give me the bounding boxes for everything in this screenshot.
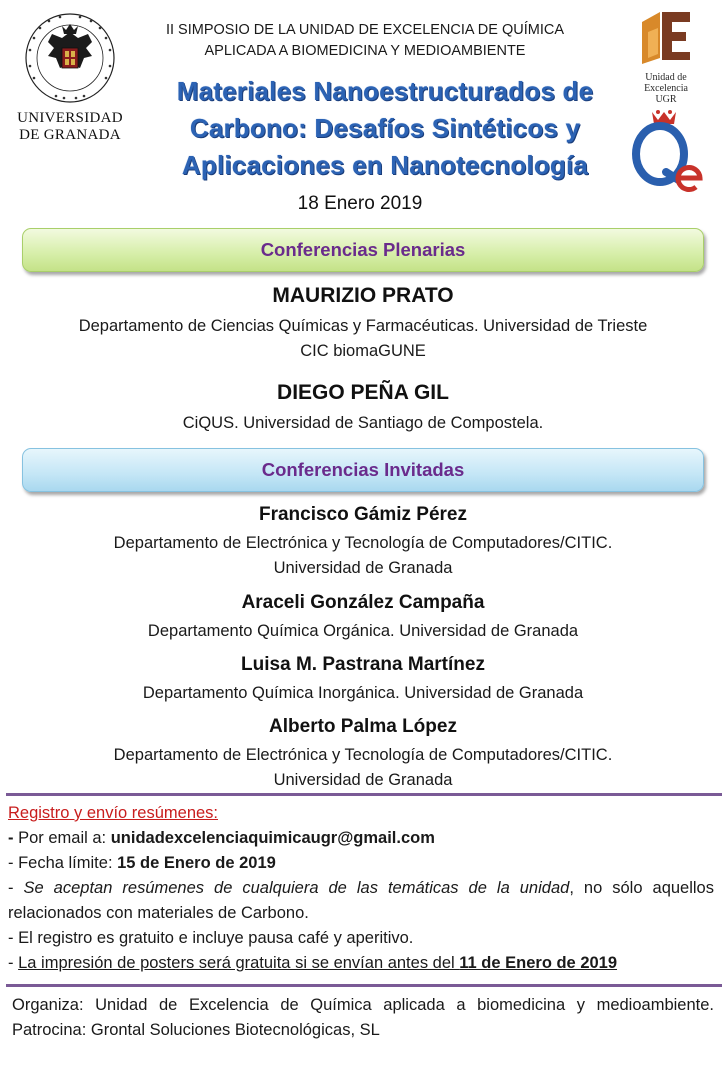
title-line1: Materiales Nanoestructurados de <box>176 76 594 106</box>
university-name-line2: DE GRANADA <box>19 127 121 143</box>
plenary-speaker-name: DIEGO PEÑA GIL <box>277 381 449 404</box>
plenary-conferences-banner: Conferencias Plenarias <box>22 228 704 272</box>
registration-posters-line: - La impresión de posters será gratuita si se envían antes del 11 de Enero de 2019 <box>8 954 618 972</box>
posters-deadline: 11 de Enero de 2019 <box>459 954 618 972</box>
registration-free-line: - El registro es gratuito e incluye pausa café y aperitivo. <box>8 929 414 947</box>
invited-conferences-banner: Conferencias Invitadas <box>22 448 704 492</box>
excellence-unit-logo <box>636 8 696 66</box>
bottom-margin <box>0 1045 726 1080</box>
symposium-line2: APLICADA A BIOMEDICINA Y MEDIOAMBIENTE <box>204 43 526 59</box>
invited-speaker-affiliation: Departamento Química Inorgánica. Universidad de Granada <box>142 684 584 702</box>
main-title <box>150 73 620 184</box>
title-line2: Carbono: Desafíos Sintéticos y <box>189 113 581 143</box>
plenary-speaker-affiliation: Departamento de Ciencias Químicas y Farmacéuticas. Universidad de Trieste <box>78 317 648 335</box>
excellence-label-line3: UGR <box>655 94 677 105</box>
registration-email-line: - Por email a: unidadexcelenciaquimicaugr@gmail.com <box>8 829 435 847</box>
invited-speaker-affiliation: Departamento Química Orgánica. Universidad de Granada <box>147 622 579 640</box>
event-date: 18 Enero 2019 <box>297 193 423 214</box>
excellence-label-line1: Unidad de <box>645 72 687 83</box>
registration-deadline: 15 de Enero de 2019 <box>117 854 276 872</box>
organizer-sponsor-footer: Organiza: Unidad de Excelencia de Química aplicada a biomedicina y medioambiente. Patrocina: Grontal Soluciones Biotecnológicas, SL <box>12 996 714 1039</box>
invited-speaker-affiliation: Departamento de Electrónica y Tecnología de Computadores/CITIC. <box>113 534 613 552</box>
invited-speaker-name: Luisa M. Pastrana Martínez <box>241 654 485 675</box>
university-name <box>0 110 140 144</box>
excellence-unit-label <box>628 72 704 105</box>
quality-q-logo <box>630 108 706 194</box>
registration-deadline-line: - Fecha límite: 15 de Enero de 2019 <box>8 854 276 872</box>
plenary-speaker-affiliation: CiQUS. Universidad de Santiago de Compostela. <box>182 414 544 432</box>
symposium-line1: II SIMPOSIO DE LA UNIDAD DE EXCELENCIA DE QUÍMICA <box>165 22 565 38</box>
plenary-speaker-name: MAURIZIO PRATO <box>272 284 454 307</box>
invited-speaker-affiliation: Universidad de Granada <box>273 771 453 789</box>
excellence-label-line2: Excelencia <box>644 83 688 94</box>
registration-title: Registro y envío resúmenes: <box>8 804 219 822</box>
title-line3: Aplicaciones en Nanotecnología <box>181 150 589 180</box>
symposium-heading <box>140 20 590 62</box>
section-divider <box>6 793 722 796</box>
invited-speaker-affiliation: Universidad de Granada <box>273 559 453 577</box>
registration-topics-line: - Se aceptan resúmenes de cualquiera de las temáticas de la unidad, no sólo aquellos relacionados con materiales de Carbono. <box>8 879 714 922</box>
invited-speaker-name: Francisco Gámiz Pérez <box>258 504 468 525</box>
invited-speaker-name: Araceli González Campaña <box>241 592 485 613</box>
section-divider <box>6 984 722 987</box>
university-name-line1: UNIVERSIDAD <box>17 110 123 126</box>
registration-email: unidadexcelenciaquimicaugr@gmail.com <box>110 829 435 847</box>
invited-speaker-affiliation: Departamento de Electrónica y Tecnología de Computadores/CITIC. <box>113 746 613 764</box>
registration-section <box>8 801 714 976</box>
invited-speaker-name: Alberto Palma López <box>269 716 457 737</box>
plenary-speaker-affiliation: CIC biomaGUNE <box>300 342 426 360</box>
